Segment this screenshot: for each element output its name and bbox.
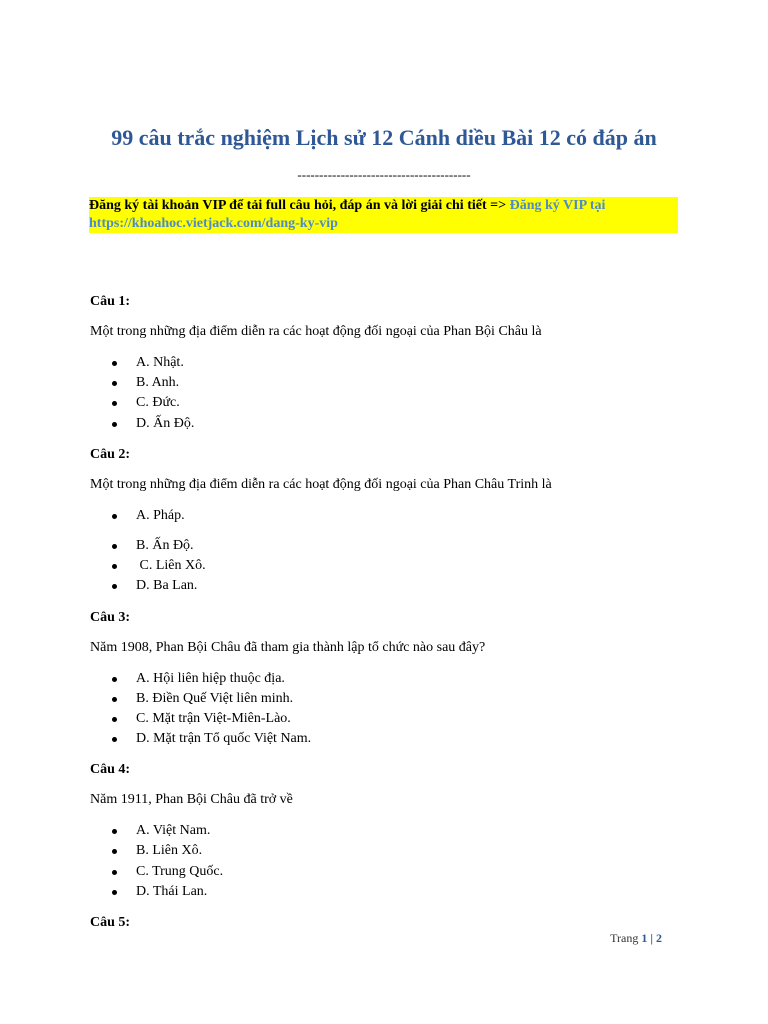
answer-options <box>90 353 690 434</box>
question-label: Câu 4: <box>90 762 131 778</box>
bullet-icon <box>112 870 117 875</box>
title-divider: ---------------------------------------- <box>297 167 471 182</box>
bullet-icon <box>112 697 117 702</box>
bullet-icon <box>112 849 117 854</box>
document-title: 99 câu trắc nghiệm Lịch sử 12 Cánh diều Bài 12 có đáp án <box>111 125 657 150</box>
question-list <box>90 293 690 944</box>
question <box>90 609 690 750</box>
answer-option: A. Hội liên hiệp thuộc địa. <box>90 669 690 689</box>
question-text: Một trong những địa điểm diễn ra các hoạt động đối ngoại của Phan Bội Châu là <box>90 324 542 339</box>
answer-option: D. Ấn Độ. <box>90 414 690 434</box>
bullet-icon <box>112 544 117 549</box>
bullet-icon <box>112 829 117 834</box>
answer-option: B. Ấn Độ. <box>90 536 690 556</box>
question <box>90 293 690 434</box>
answer-option: B. Liên Xô. <box>90 841 690 861</box>
total-pages: 2 <box>656 931 662 945</box>
question-text: Năm 1911, Phan Bội Châu đã trở về <box>90 792 293 808</box>
answer-options <box>90 821 690 902</box>
bullet-icon <box>112 737 117 742</box>
question-text: Một trong những địa điểm diễn ra các hoạt động đối ngoại của Phan Châu Trinh là <box>90 476 552 492</box>
page-footer <box>560 931 662 946</box>
answer-option: B. Điền Quế Việt liên minh. <box>90 689 690 709</box>
answer-option: C. Mặt trận Việt-Miên-Lào. <box>90 709 690 729</box>
answer-option: C. Đức. <box>90 393 690 413</box>
vip-banner-text: Đăng ký tài khoản VIP để tải full câu hỏi, đáp án và lời giải chi tiết => <box>89 198 510 213</box>
question-label: Câu 2: <box>90 446 131 462</box>
answer-option: A. Nhật. <box>90 353 690 373</box>
bullet-icon <box>112 717 117 722</box>
answer-option: A. Việt Nam. <box>90 821 690 841</box>
question-text: Năm 1908, Phan Bội Châu đã tham gia thành lập tổ chức nào sau đây? <box>90 639 486 655</box>
answer-option: C. Liên Xô. <box>90 556 690 576</box>
question <box>90 761 690 902</box>
question-label: Câu 1: <box>90 294 131 309</box>
vip-register-link[interactable]: Đăng ký VIP tại https://khoahoc.vietjack.com/dang-ky-vip <box>89 198 606 231</box>
bullet-icon <box>112 401 117 406</box>
vip-banner <box>89 197 678 233</box>
question <box>90 914 690 932</box>
bullet-icon <box>112 890 117 895</box>
answer-option: D. Mặt trận Tổ quốc Việt Nam. <box>90 729 690 749</box>
question <box>90 446 690 597</box>
footer-prefix: Trang <box>610 931 639 945</box>
footer-separator: | <box>650 931 653 945</box>
answer-option: D. Thái Lan. <box>90 882 690 902</box>
question-label: Câu 5: <box>90 915 131 930</box>
current-page-number: 1 <box>641 931 648 945</box>
bullet-icon <box>112 422 117 427</box>
bullet-icon <box>112 564 117 569</box>
answer-option: D. Ba Lan. <box>90 576 690 596</box>
bullet-icon <box>112 677 117 682</box>
answer-options <box>90 506 690 597</box>
bullet-icon <box>112 584 117 589</box>
answer-option: C. Trung Quốc. <box>90 862 690 882</box>
answer-option: B. Anh. <box>90 373 690 393</box>
question-label: Câu 3: <box>90 609 131 625</box>
answer-option: A. Pháp. <box>90 506 690 526</box>
bullet-icon <box>112 361 117 366</box>
answer-options <box>90 669 690 750</box>
bullet-icon <box>112 514 117 519</box>
bullet-icon <box>112 381 117 386</box>
